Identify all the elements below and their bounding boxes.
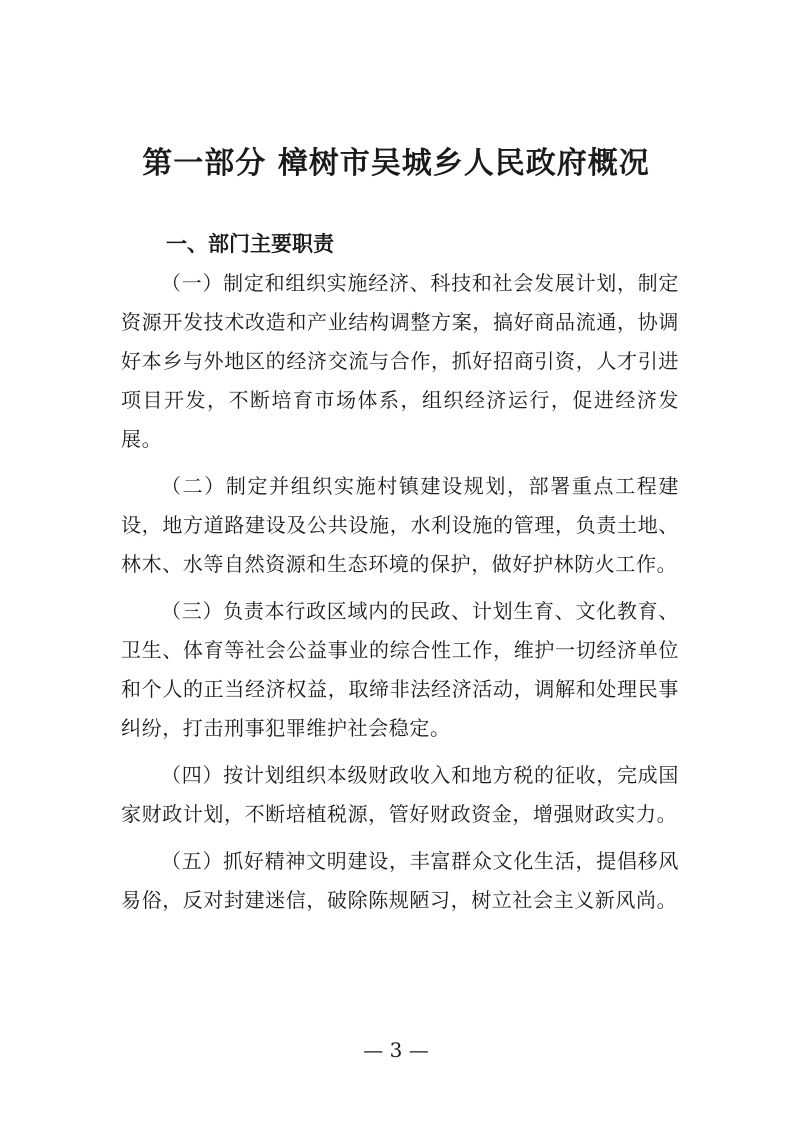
paragraph-3: （三）负责本行政区域内的民政、计划生育、文化教育、卫生、体育等社会公益事业的综合性工作，维护一切经济单位和个人的正当经济权益，取缔非法经济活动，调解和处理民事纠纷，打击刑事犯罪维护社会稳定。 bbox=[121, 599, 679, 740]
body-text bbox=[121, 264, 679, 928]
paragraph-4: （四）按计划组织本级财政收入和地方税的征收，完成国家财政计划，不断培植税源，管好财政资金，增强财政实力。 bbox=[121, 763, 679, 826]
paragraph-1: （一）制定和组织实施经济、科技和社会发展计划，制定资源开发技术改造和产业结构调整方案，搞好商品流通，协调好本乡与外地区的经济交流与合作，抓好招商引资，人才引进项目开发，不断培育市场体系，组织经济运行，促进经济发展。 bbox=[121, 271, 679, 451]
paragraph-5: （五）抓好精神文明建设，丰富群众文化生活，提倡移风易俗，反对封建迷信，破除陈规陋习，树立社会主义新风尚。 bbox=[121, 849, 679, 912]
page-title: 第一部分 樟树市吴城乡人民政府概况 bbox=[142, 146, 650, 181]
paragraph-2: （二）制定并组织实施村镇建设规划，部署重点工程建设，地方道路建设及公共设施，水利设施的管理，负责土地、林木、水等自然资源和生态环境的保护，做好护林防火工作。 bbox=[121, 474, 679, 576]
page-number: — 3 — bbox=[363, 1038, 429, 1062]
section-heading: 一、部门主要职责 bbox=[166, 232, 334, 256]
